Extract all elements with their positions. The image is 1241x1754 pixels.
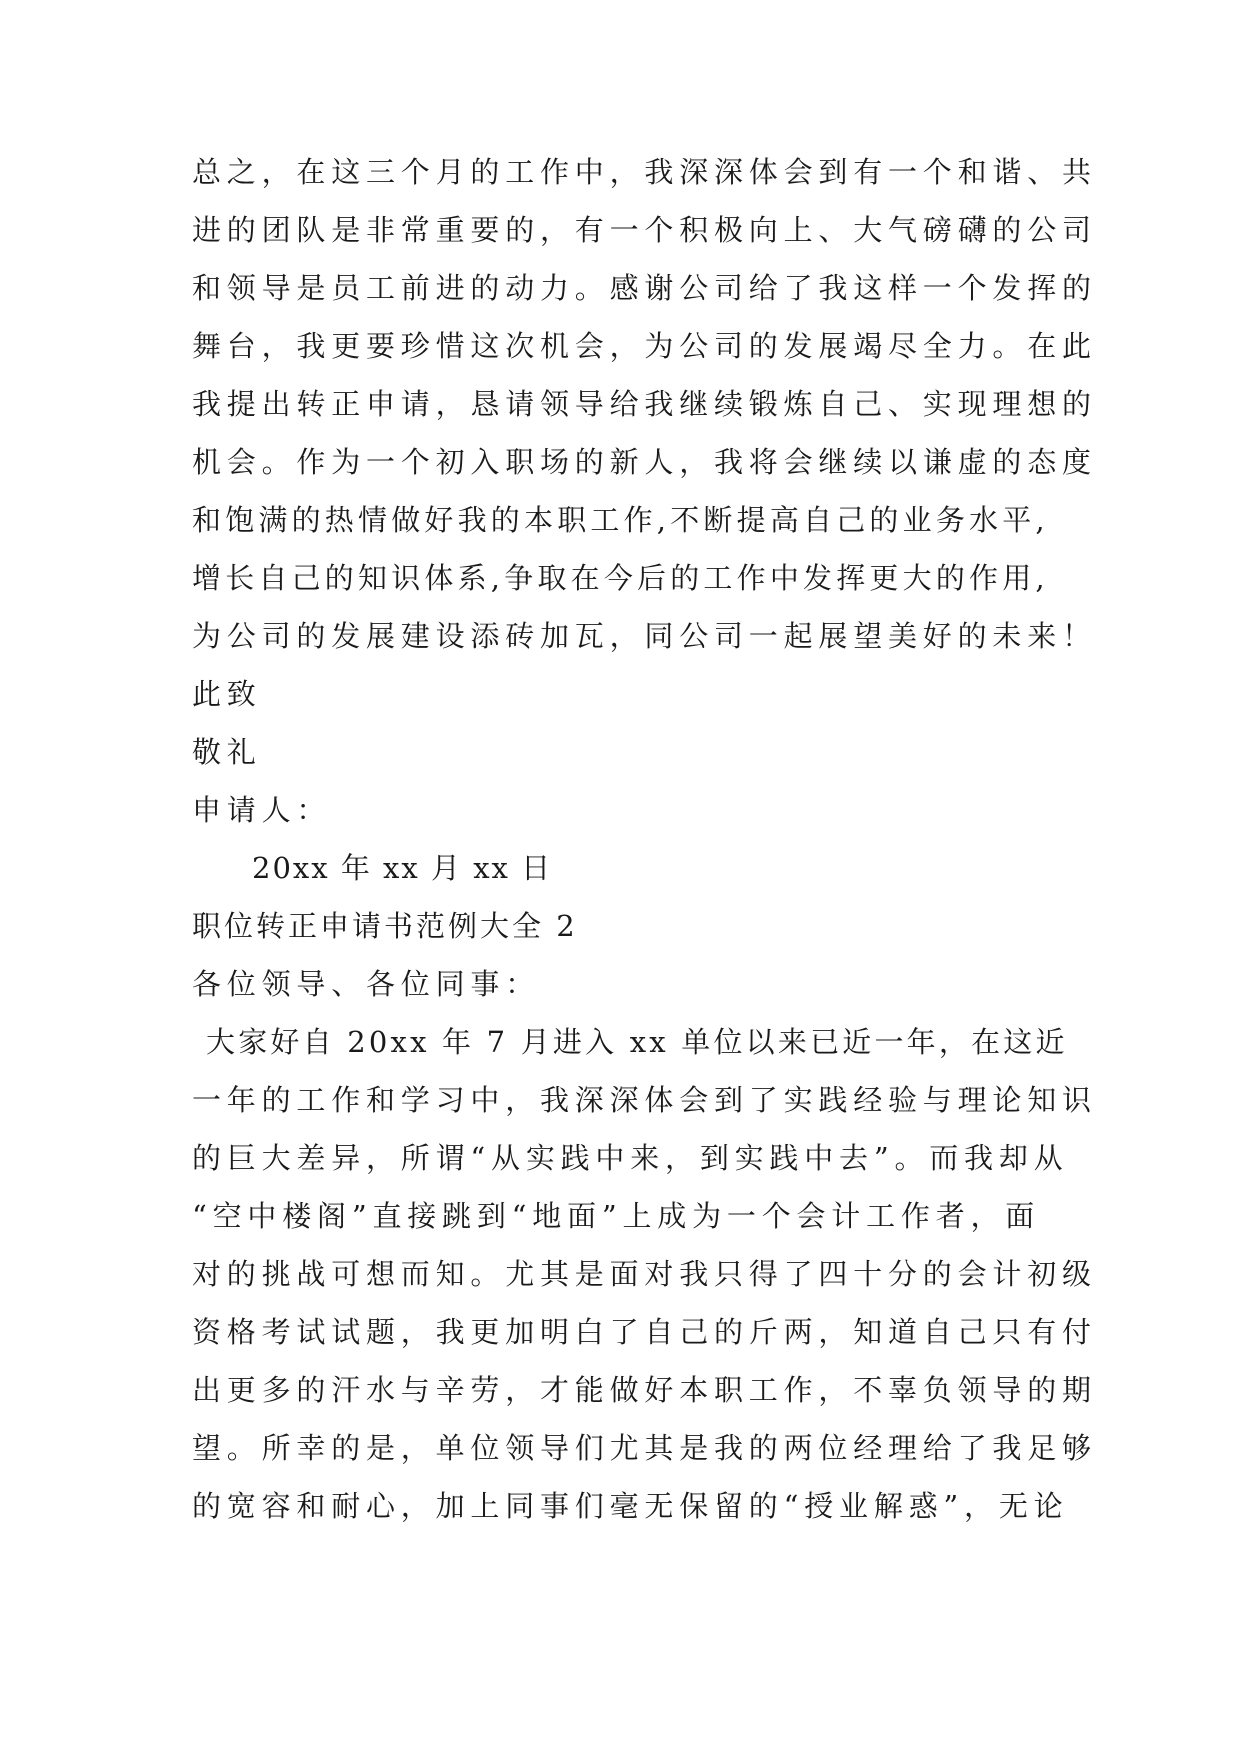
body-line: “空中楼阁”直接跳到“地面”上成为一个会计工作者，面 [192, 1199, 1041, 1233]
body-line: 和领导是员工前进的动力。感谢公司给了我这样一个发挥的 [192, 271, 1097, 305]
body-line: 出更多的汗水与辛劳，才能做好本职工作，不辜负领导的期 [192, 1373, 1097, 1407]
body-line: 望。所幸的是，单位领导们尤其是我的两位经理给了我足够 [192, 1431, 1097, 1465]
body-line: 机会。作为一个初入职场的新人，我将会继续以谦虚的态度 [192, 445, 1097, 479]
greeting: 各位领导、各位同事： [192, 967, 541, 1001]
section-title: 职位转正申请书范例大全 2 [192, 909, 578, 943]
body-line: 一年的工作和学习中，我深深体会到了实践经验与理论知识 [192, 1083, 1097, 1117]
body-line: 对的挑战可想而知。尤其是面对我只得了四十分的会计初级 [192, 1257, 1097, 1291]
body-line: 舞台，我更要珍惜这次机会，为公司的发展竭尽全力。在此 [192, 329, 1097, 363]
closing-salutation: 此致 [192, 677, 262, 711]
body-line: 的巨大差异，所谓“从实践中来，到实践中去”。而我却从 [192, 1141, 1069, 1175]
body-line: 为公司的发展建设添砖加瓦，同公司一起展望美好的未来！ [192, 619, 1097, 653]
body-line: 的宽容和耐心，加上同事们毫无保留的“授业解惑”，无论 [192, 1489, 1069, 1523]
body-line: 和饱满的热情做好我的本职工作,不断提高自己的业务水平, [192, 503, 1049, 537]
applicant-label: 申请人： [192, 793, 332, 827]
body-line: 大家好自 20xx 年 7 月进入 xx 单位以来已近一年，在这近 [206, 1025, 1068, 1059]
closing-regards: 敬礼 [192, 735, 262, 769]
body-line: 进的团队是非常重要的，有一个积极向上、大气磅礴的公司 [192, 213, 1097, 247]
body-line: 我提出转正申请，恳请领导给我继续锻炼自己、实现理想的 [192, 387, 1097, 421]
body-line: 增长自己的知识体系,争取在今后的工作中发挥更大的作用, [192, 561, 1049, 595]
body-line: 总之，在这三个月的工作中，我深深体会到有一个和谐、共 [192, 155, 1097, 189]
signature-date: 20xx 年 xx 月 xx 日 [252, 851, 553, 885]
body-line: 资格考试试题，我更加明白了自己的斤两，知道自己只有付 [192, 1315, 1097, 1349]
